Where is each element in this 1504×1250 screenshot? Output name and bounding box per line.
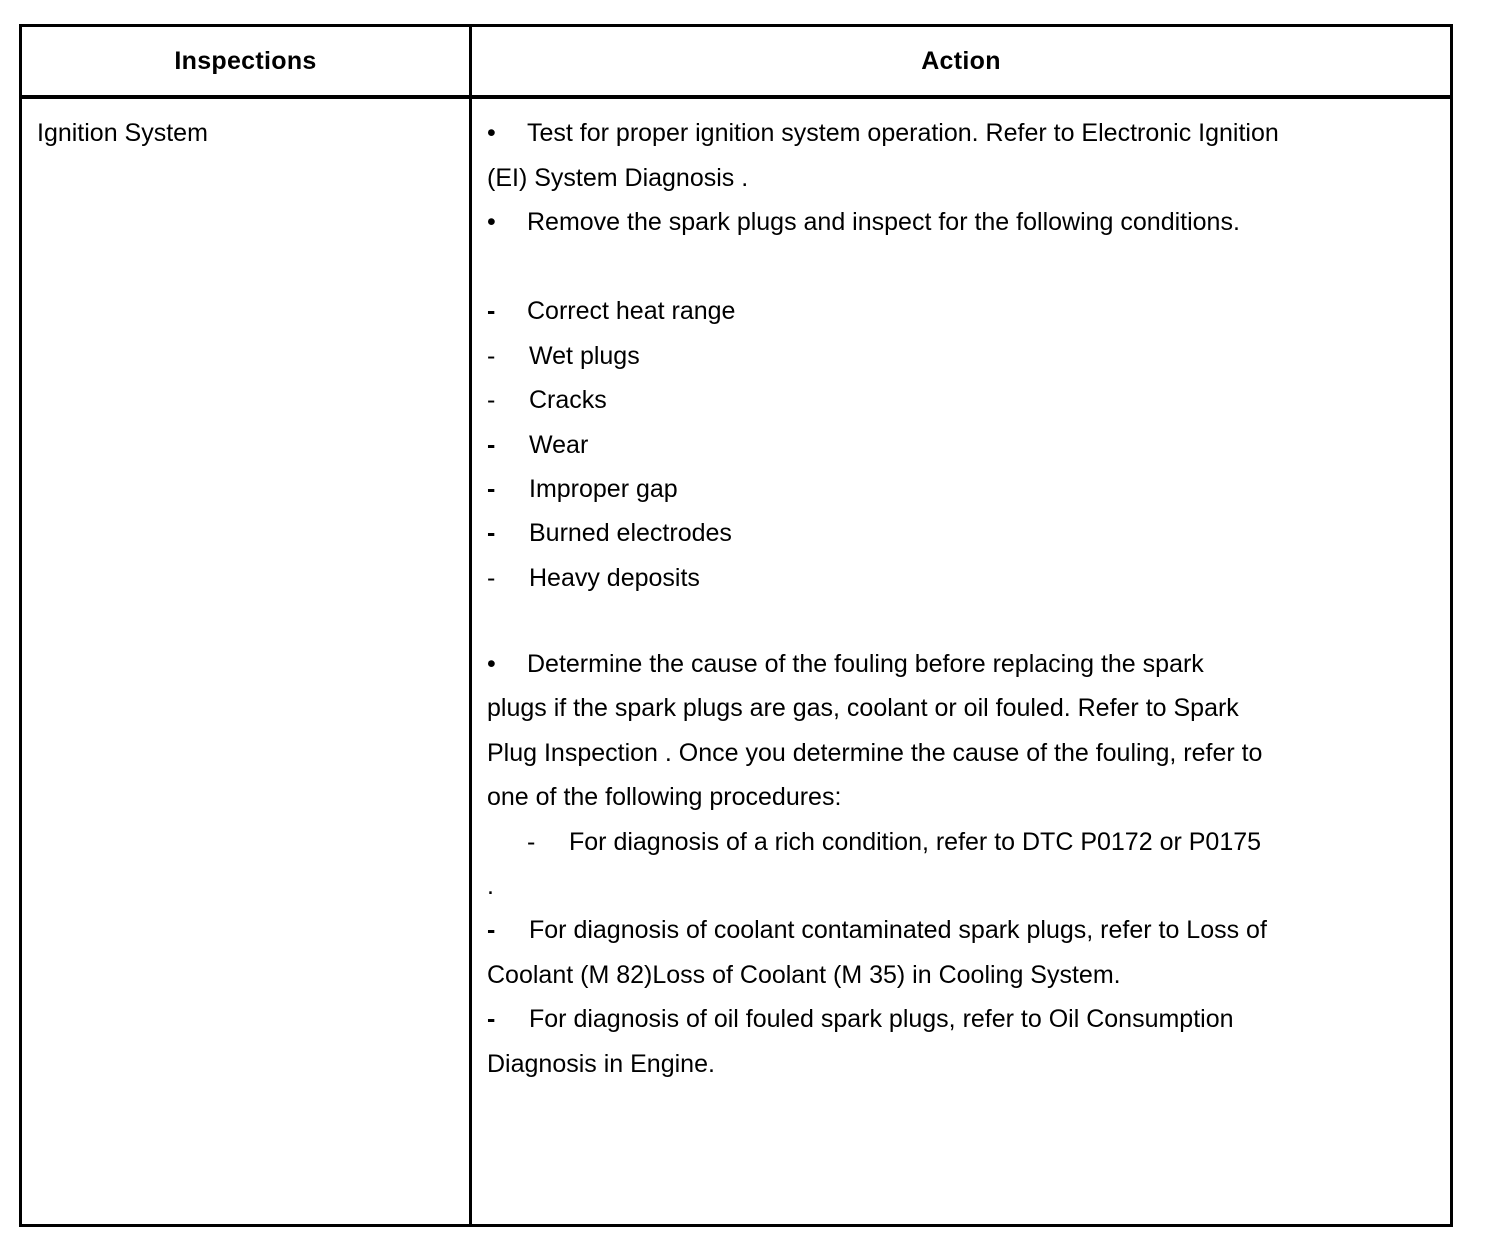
action-text: Determine the cause of the fouling before replacing the spark <box>527 650 1204 678</box>
bullet-marker: • <box>487 650 496 678</box>
dash-marker: - <box>487 475 496 503</box>
condition-text: Burned electrodes <box>529 519 732 547</box>
condition-text: Wear <box>529 431 589 459</box>
list-item <box>487 206 1240 238</box>
action-text: Test for proper ignition system operation. Refer to Electronic Ignition <box>527 119 1279 147</box>
dash-marker: - <box>487 386 496 414</box>
list-item <box>487 517 732 549</box>
action-text: (EI) System Diagnosis . <box>487 164 749 192</box>
action-text: Remove the spark plugs and inspect for the following conditions. <box>527 208 1240 236</box>
dash-marker: - <box>487 431 496 459</box>
list-item <box>487 1003 1234 1035</box>
column-divider <box>469 27 472 1224</box>
dash-marker: - <box>487 342 496 370</box>
action-text: Plug Inspection . Once you determine the cause of the fouling, refer to <box>487 739 1263 767</box>
dash-marker: - <box>487 564 496 592</box>
condition-text: Wet plugs <box>529 342 640 370</box>
action-text: one of the following procedures: <box>487 783 842 811</box>
list-item <box>487 648 1204 680</box>
list-item <box>487 340 640 372</box>
list-item <box>487 826 1261 858</box>
dash-marker: - <box>527 828 536 856</box>
action-text: For diagnosis of a rich condition, refer to DTC P0172 or P0175 <box>569 828 1262 856</box>
list-item <box>487 295 735 327</box>
header-action: Action <box>921 46 1001 75</box>
list-item <box>487 473 678 505</box>
action-text: Coolant (M 82)Loss of Coolant (M 35) in Cooling System. <box>487 961 1121 989</box>
action-text: Diagnosis in Engine. <box>487 1050 715 1078</box>
action-text: . <box>487 872 494 900</box>
list-item <box>487 117 1279 149</box>
list-item <box>487 562 700 594</box>
action-text: For diagnosis of oil fouled spark plugs, refer to Oil Consumption <box>529 1005 1234 1033</box>
list-item <box>487 429 588 461</box>
bullet-marker: • <box>487 119 496 147</box>
list-item <box>487 384 607 416</box>
dash-marker: - <box>487 519 496 547</box>
condition-text: Cracks <box>529 386 607 414</box>
header-divider <box>22 95 1450 99</box>
dash-marker: - <box>487 297 496 325</box>
action-text: plugs if the spark plugs are gas, coolant or oil fouled. Refer to Spark <box>487 694 1239 722</box>
dash-marker: - <box>487 1005 496 1033</box>
inspection-ignition-system: Ignition System <box>37 119 208 147</box>
list-item <box>487 914 1267 946</box>
condition-text: Correct heat range <box>527 297 736 325</box>
dash-marker: - <box>487 916 496 944</box>
condition-text: Heavy deposits <box>529 564 700 592</box>
bullet-marker: • <box>487 208 496 236</box>
header-inspections: Inspections <box>174 46 317 75</box>
condition-text: Improper gap <box>529 475 678 503</box>
action-text: For diagnosis of coolant contaminated spark plugs, refer to Loss of <box>529 916 1267 944</box>
inspection-table <box>19 24 1453 1227</box>
